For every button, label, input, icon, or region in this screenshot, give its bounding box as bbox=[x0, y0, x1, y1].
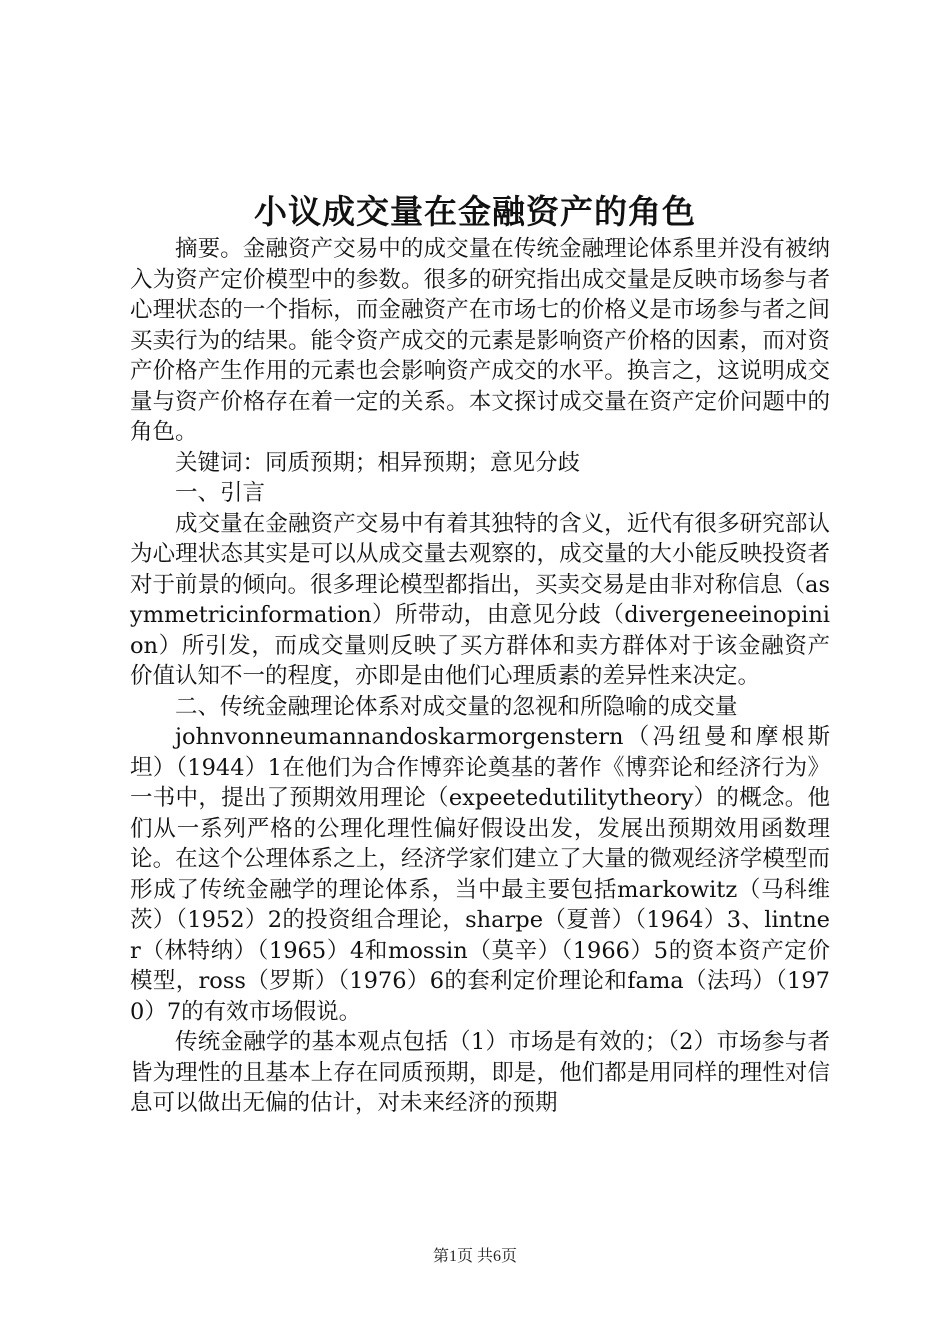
section-heading-introduction: 一、引言 bbox=[175, 480, 266, 506]
section-heading-traditional-theory: 二、传统金融理论体系对成交量的忽视和所隐喻的成交量 bbox=[175, 693, 738, 720]
document-body bbox=[130, 234, 830, 1119]
page-indicator: 第1页 共6页 bbox=[432, 1248, 517, 1265]
abstract-paragraph: 摘要。金融资产交易中的成交量在传统金融理论体系里并没有被纳入为资产定价模型中的参数。很多的研究指出成交量是反映市场参与者心理状态的一个指标，而金融资产在市场七的价格义是市场参与者之间买卖行为的结果。能令资产成交的元素是影响资产价格的因素，而对资产价格产生作用的元素也会影响资产成交的水平。换言之，这说明成交量与资产价格存在着一定的关系。本文探讨成交量在资产定价问题中的角色。 bbox=[130, 236, 830, 445]
document-title: 小议成交量在金融资产的角色 bbox=[254, 192, 696, 231]
basic-views-paragraph: 传统金融学的基本观点包括（1）市场是有效的；（2）市场参与者皆为理性的且基本上存在同质预期，即是，他们都是用同样的理性对信息可以做出无偏的估计，对未来经济的预期 bbox=[130, 1029, 830, 1116]
traditional-theory-paragraph: johnvonneumannandoskarmorgenstern（冯纽曼和摩根斯坦）（1944）1在他们为合作博弈论奠基的著作《博弈论和经济行为》一书中，提出了预期效用理论（expeetedutilitytheory）的概念。他们从一系列严格的公理化理性偏好假设出发，发展出预期效用函数理论。在这个公理体系之上，经济学家们建立了大量的微观经济学模型而形成了传统金融学的理论体系，当中最主要包括markowitz（马科维茨）（1952）2的投资组合理论，sharpe（夏普）（1964）3、lintner（林特纳）（1965）4和mossin（莫辛）（1966）5的资本资产定价模型，ross（罗斯）（1976）6的套利定价理论和fama（法玛）（1970）7的有效市场假说。 bbox=[130, 724, 830, 1025]
introduction-paragraph: 成交量在金融资产交易中有着其独特的含义，近代有很多研究部认为心理状态其实是可以从成交量去观察的，成交量的大小能反映投资者对于前景的倾向。很多理论模型都指出，买卖交易是由非对称信息（asymmetricinformation）所带动，由意见分歧（divergeneeinopinion）所引发，而成交量则反映了买方群体和卖方群体对于该金融资产价值认知不一的程度，亦即是由他们心理质素的差异性来决定。 bbox=[130, 510, 830, 689]
keywords-line: 关键词：同质预期；相异预期；意见分歧 bbox=[175, 449, 581, 476]
